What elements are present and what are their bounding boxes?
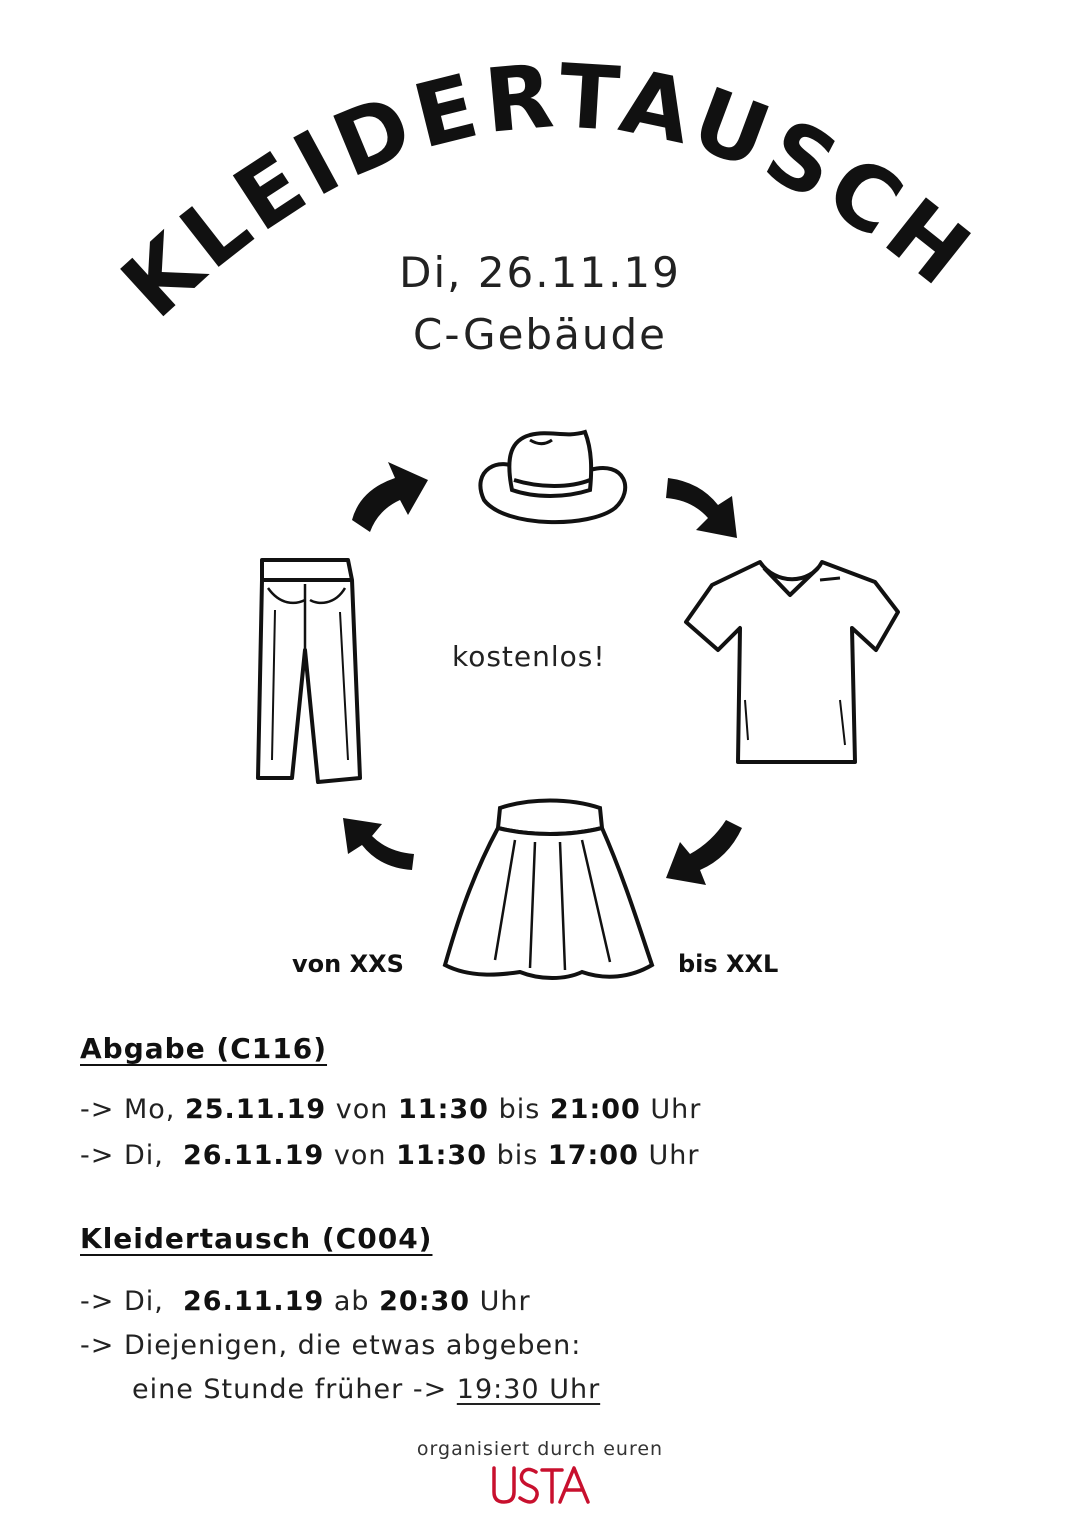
center-label-free: kostenlos! bbox=[452, 640, 606, 673]
tshirt-icon bbox=[686, 562, 898, 762]
tausch-row-2: -> Diejenigen, die etwas abgeben: bbox=[80, 1330, 582, 1361]
abgabe-heading: Abgabe (C116) bbox=[80, 1032, 328, 1065]
size-to-label: bis XXL bbox=[678, 950, 779, 978]
poster-title: KLEIDERTAUSCH bbox=[102, 44, 994, 338]
tausch-row-3: eine Stunde früher -> 19:30 Uhr bbox=[132, 1374, 601, 1405]
arrow-skirt-to-pants bbox=[343, 818, 414, 870]
pants-icon bbox=[258, 560, 360, 782]
size-from-label: von XXS bbox=[292, 950, 404, 978]
organised-by-text: organisiert durch euren bbox=[416, 1438, 664, 1460]
skirt-icon bbox=[445, 801, 652, 979]
usta-logo bbox=[488, 1462, 598, 1508]
tausch-row-1: -> Di, 26.11.19 ab 20:30 Uhr bbox=[80, 1286, 531, 1317]
hat-icon bbox=[480, 432, 625, 522]
abgabe-row-2: -> Di, 26.11.19 von 11:30 bis 17:00 Uhr bbox=[80, 1140, 700, 1171]
event-date: Di, 26.11.19 bbox=[399, 248, 681, 297]
arrow-hat-to-tshirt bbox=[666, 478, 737, 538]
tausch-heading: Kleidertausch (C004) bbox=[80, 1222, 433, 1255]
abgabe-row-1: -> Mo, 25.11.19 von 11:30 bis 21:00 Uhr bbox=[80, 1094, 702, 1125]
arrow-tshirt-to-skirt bbox=[666, 820, 742, 885]
event-place: C-Gebäude bbox=[413, 310, 667, 359]
arrow-pants-to-hat bbox=[352, 462, 428, 532]
